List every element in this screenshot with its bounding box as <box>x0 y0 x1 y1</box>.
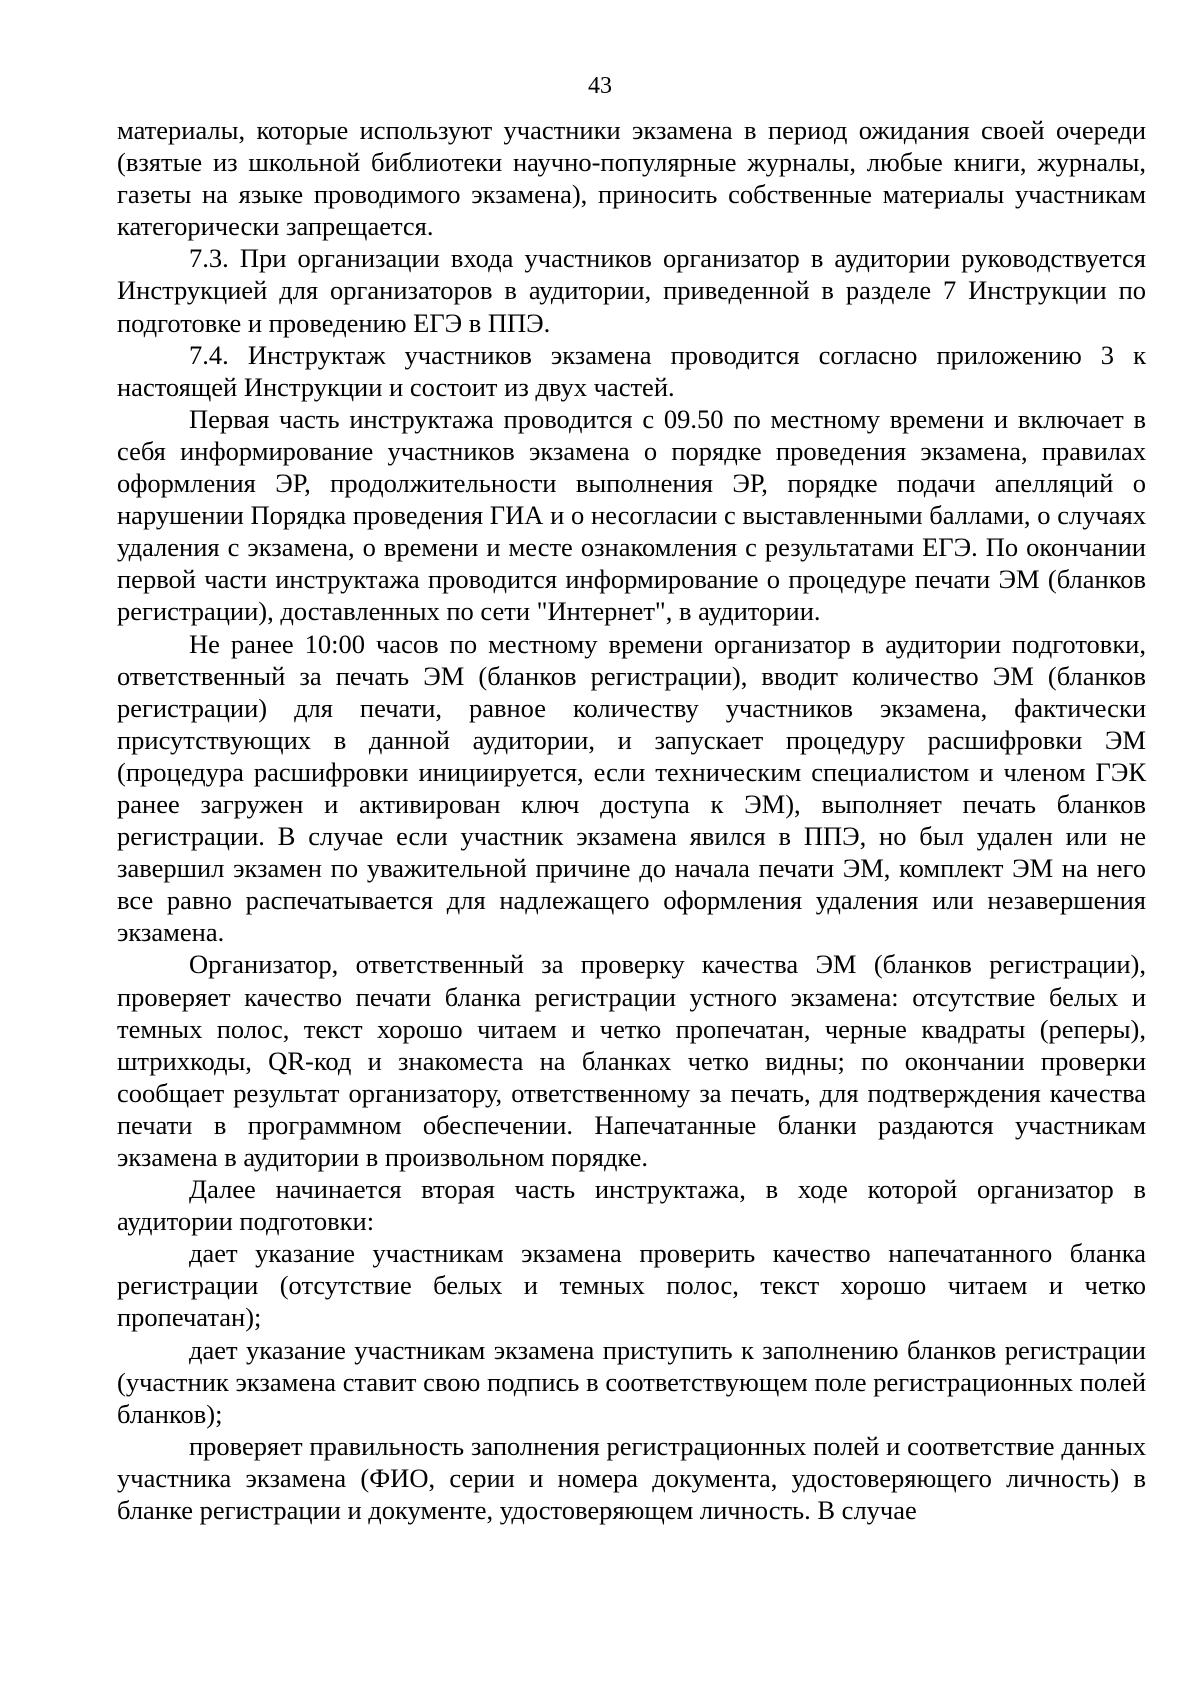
paragraph-7-3: 7.3. При организации входа участников организатор в аудитории руководствуется Инструкцией для организаторов в аудитории, приведенной в разделе 7 Инструкции по подготовке и проведению ЕГЭ в ППЭ. <box>117 243 1146 338</box>
paragraph-materials-continued: материалы, которые используют участники экзамена в период ожидания своей очереди (взятые из школьной библиотеки научно-популярные журналы, любые книги, журналы, газеты на языке проводимого экзамена), приносить собственные материалы участникам категорически запрещается. <box>117 115 1146 242</box>
paragraph-fill-registration: дает указание участникам экзамена приступить к заполнению бланков регистрации (участник экзамена ставит свою подпись в соответствующем поле регистрационных полей бланков); <box>117 1334 1146 1429</box>
paragraph-quality-check: Организатор, ответственный за проверку качества ЭМ (бланков регистрации), проверяет качество печати бланка регистрации устного экзамена: отсутствие белых и темных полос, текст хорошо читаем и четко пропечатан, черные квадраты (реперы), штрихкоды, QR-код и знакоместа на бланках четко видны; по окончании проверки сообщает результат организатору, ответственному за печать, для подтверждения качества печати в программном обеспечении. Напечатанные бланки раздаются участникам экзамена в аудитории в произвольном порядке. <box>117 949 1146 1172</box>
paragraph-7-4: 7.4. Инструктаж участников экзамена проводится согласно приложению 3 к настоящей Инструкции и состоит из двух частей. <box>117 339 1146 402</box>
document-body <box>117 114 1146 1526</box>
paragraph-first-part-briefing: Первая часть инструктажа проводится с 09.50 по местному времени и включает в себя информирование участников экзамена о порядке проведения экзамена, правилах оформления ЭР, продолжительности выполнения ЭР, порядке подачи апелляций о нарушении Порядка проведения ГИА и о несогласии с выставленными баллами, о случаях удаления с экзамена, о времени и месте ознакомления с результатами ЕГЭ. По окончании первой части инструктажа проводится информирование о процедуре печати ЭМ (бланков регистрации), доставленных по сети "Интернет", в аудитории. <box>117 403 1146 627</box>
paragraph-printing-procedure: Не ранее 10:00 часов по местному времени организатор в аудитории подготовки, ответственный за печать ЭМ (бланков регистрации), вводит количество ЭМ (бланков регистрации) для печати, равное количеству участников экзамена, фактически присутствующих в данной аудитории, и запускает процедуру расшифровки ЭМ (процедура расшифровки инициируется, если техническим специалистом и членом ГЭК ранее загружен и активирован ключ доступа к ЭМ), выполняет печать бланков регистрации. В случае если участник экзамена явился в ППЭ, но был удален или не завершил экзамен по уважительной причине до начала печати ЭМ, комплект ЭМ на него все равно распечатывается для надлежащего оформления удаления или незавершения экзамена. <box>117 628 1146 948</box>
paragraph-second-part-briefing: Далее начинается вторая часть инструктажа, в ходе которой организатор в аудитории подготовки: <box>117 1174 1146 1237</box>
page-number: 43 <box>588 73 612 99</box>
paragraph-check-print-quality: дает указание участникам экзамена проверить качество напечатанного бланка регистрации (отсутствие белых и темных полос, текст хорошо читаем и четко пропечатан); <box>117 1238 1146 1333</box>
paragraph-verify-fields: проверяет правильность заполнения регистрационных полей и соответствие данных участника экзамена (ФИО, серии и номера документа, удостоверяющего личность) в бланке регистрации и документе, удостоверяющем личность. В случае <box>117 1430 1146 1526</box>
